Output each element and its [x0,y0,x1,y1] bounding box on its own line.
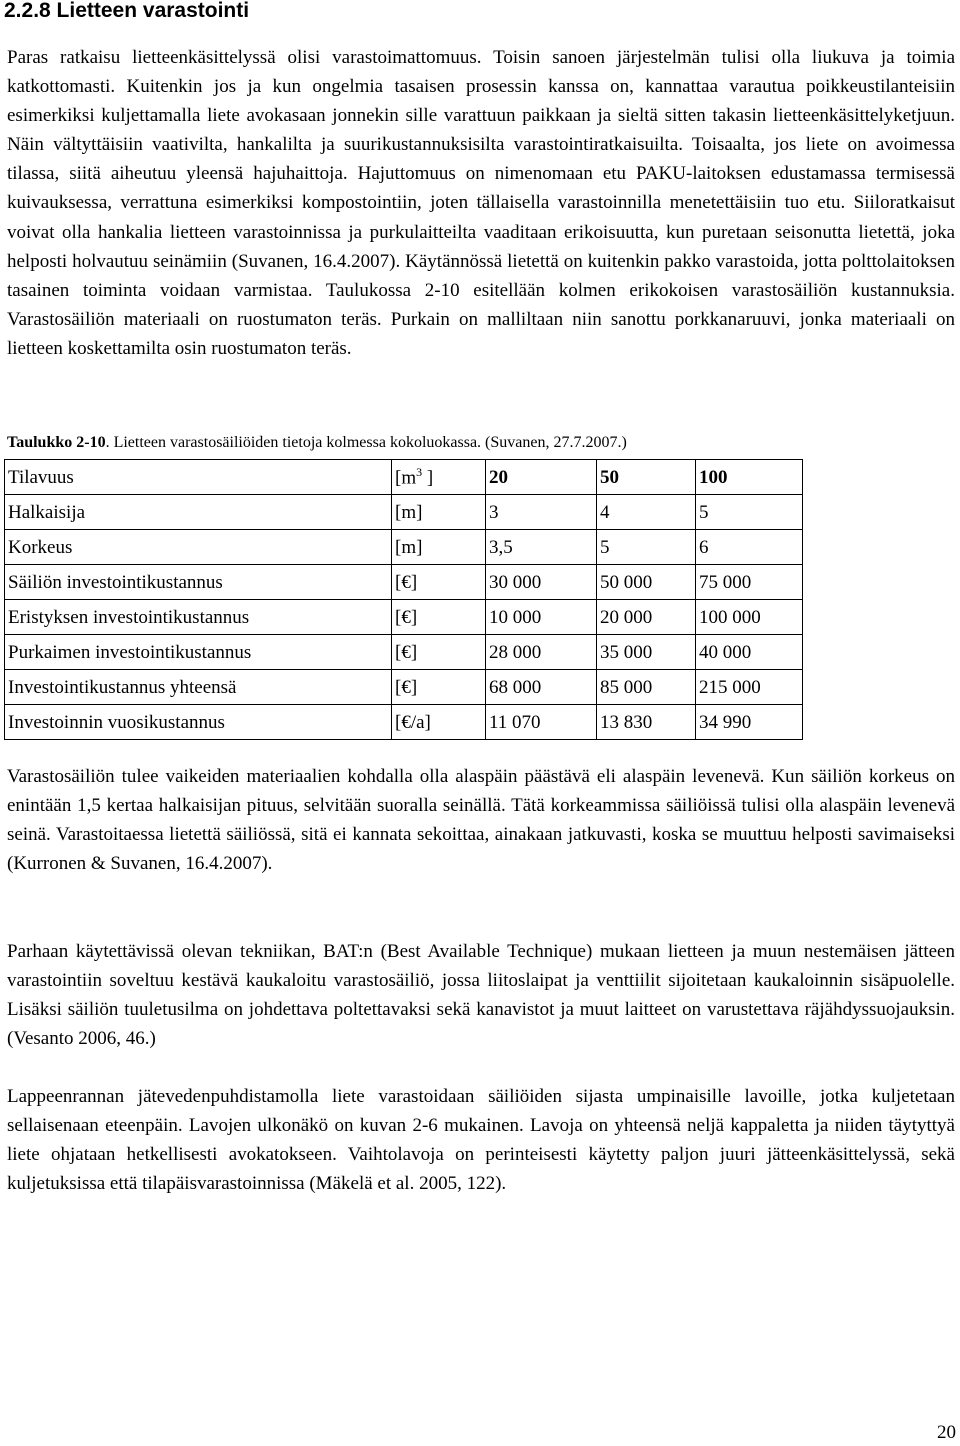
table-header-row [5,460,803,495]
row-value-50: 20 000 [597,600,696,635]
header-size-1: 20 [486,460,597,495]
paragraph-bat: Parhaan käytettävissä olevan tekniikan, BAT:n (Best Available Technique) mukaan lietteen ja muun nestemäisen jätteen varastointiin soveltuu kestävä kaukaloitu varastosäiliö, jossa liitoslaipat ja venttiilit sijoitetaan kaukaloinnin sisäpuolelle. Lisäksi säiliön tuuletusilma on johdettava poltettavaksi sekä kanavistot ja muut laitteet on varustettava räjähdyssuojauksin. (Vesanto 2006, 46.) [7,941,955,1050]
row-label: Purkaimen investointikustannus [5,635,392,670]
row-value-20: 28 000 [486,635,597,670]
row-value-20: 30 000 [486,565,597,600]
row-unit: [m] [392,495,486,530]
row-label: Säiliön investointikustannus [5,565,392,600]
row-value-20: 3,5 [486,530,597,565]
row-value-100: 100 000 [696,600,803,635]
row-value-20: 11 070 [486,705,597,740]
row-label: Investoinnin vuosikustannus [5,705,392,740]
table-caption-text: . Lietteen varastosäiliöiden tietoja kolmessa kokoluokassa. (Suvanen, 27.7.2007.) [105,434,627,451]
paragraph-intro: Paras ratkaisu lietteenkäsittelyssä olisi varastoimattomuus. Toisin sanoen järjestelmän tulisi olla liukuva ja toimia katkottomasti. Kuitenkin jos ja kun ongelmia tasaisen prosessin kanssa on, kannattaa varautua poikkeustilanteisiin esimerkiksi kuljettamalla liete avokasaan jonnekin sille varattuun paikkaan ja sieltä sitten takasin lietteenkäsittelyketjuun. Näin vältyttäisiin vaativilta, hankalilta ja suurikustannuksisilta varastointiratkaisuilta. Toisaalta, jos liete on avoimessa tilassa, siitä aiheutuu yleensä hajuhaittoja. Hajuttomuus on nimenomaan etu PAKU-laitoksen edustamassa termisessä kuivauksessa, verrattuna esimerkiksi kompostointiin, joten tällaisella varastoinnilla menetettäisiin tuo etu. Siiloratkaisut voivat olla hankalia lietteen varastoinnissa ja purkulaitteilta vaaditaan erikoisuutta, kun puretaan seisonutta lietettä, joka helposti holvautuu seinämiin (Suvanen, 16.4.2007). Käytännössä lietettä on kuitenkin pakko varastoida, jotta polttolaitoksen tasainen toiminta voidaan varmistaa. Taulukossa 2-10 esitellään kolmen erikokoisen varastosäiliön kustannuksia. Varastosäiliön materiaali on ruostumaton teräs. Purkain on malliltaan niin sanottu porkkanaruuvi, jonka materiaali on lietteen koskettamilta osin ruostumaton teräs. [7,47,955,359]
table-caption-label: Taulukko 2-10 [7,434,106,451]
header-unit-prefix: [m [395,467,417,489]
row-unit: [€] [392,565,486,600]
row-value-50: 50 000 [597,565,696,600]
table-row [5,495,803,530]
row-value-20: 10 000 [486,600,597,635]
row-label: Investointikustannus yhteensä [5,670,392,705]
row-unit: [€] [392,635,486,670]
header-size-3: 100 [696,460,803,495]
table-row [5,635,803,670]
row-value-50: 5 [597,530,696,565]
table-row [5,705,803,740]
row-unit: [€] [392,670,486,705]
header-unit-sup: 3 [416,465,423,480]
table-row [5,600,803,635]
header-label: Tilavuus [5,460,392,495]
header-unit-suffix: ] [422,467,434,489]
row-value-50: 85 000 [597,670,696,705]
row-label: Korkeus [5,530,392,565]
row-value-100: 5 [696,495,803,530]
section-heading: 2.2.8 Lietteen varastointi [4,0,250,22]
row-value-50: 4 [597,495,696,530]
row-value-100: 215 000 [696,670,803,705]
storage-tank-table [4,459,803,740]
header-unit [392,460,486,495]
row-label: Eristyksen investointikustannus [5,600,392,635]
row-value-100: 75 000 [696,565,803,600]
paragraph-tank-shape: Varastosäiliön tulee vaikeiden materiaalien kohdalla olla alaspäin päästävä eli alaspäin levenevä. Kun säiliön korkeus on enintään 1,5 kertaa halkaisijan pituus, selvitään suoralla seinällä. Tätä korkeammissa säiliöissä tulisi olla alaspäin levenevä seinä. Varastoitaessa lietettä säiliössä, sitä ei kannata sekoittaa, ainakaan jatkuvasti, koska se muuttuu helposti savimaiseksi (Kurronen & Suvanen, 16.4.2007). [7,766,955,875]
row-value-20: 68 000 [486,670,597,705]
row-unit: [m] [392,530,486,565]
paragraph-lappeenranta: Lappeenrannan jätevedenpuhdistamolla liete varastoidaan säiliöiden sijasta umpinaisille lavoille, jotka kuljetetaan sellaisenaan eteenpäin. Lavojen ulkonäkö on kuvan 2-6 mukainen. Lavoja on yhteensä neljä kappaletta ja niiden täytyttyä liete ohjataan hetkellisesti avokatokseen. Vaihtolavoja on perinteisesti käytetty paljon juuri jätteenkäsittelyssä, sekä kuljetuksissa että tilapäisvarastoinnissa (Mäkelä et al. 2005, 122). [7,1086,955,1195]
header-size-2: 50 [597,460,696,495]
row-value-100: 6 [696,530,803,565]
table-row [5,565,803,600]
table-row [5,670,803,705]
row-unit: [€/a] [392,705,486,740]
row-unit: [€] [392,600,486,635]
page-number: 20 [937,1422,956,1443]
row-value-100: 40 000 [696,635,803,670]
table-caption [7,433,955,453]
row-value-100: 34 990 [696,705,803,740]
row-label: Halkaisija [5,495,392,530]
row-value-50: 35 000 [597,635,696,670]
table-row [5,530,803,565]
row-value-20: 3 [486,495,597,530]
row-value-50: 13 830 [597,705,696,740]
